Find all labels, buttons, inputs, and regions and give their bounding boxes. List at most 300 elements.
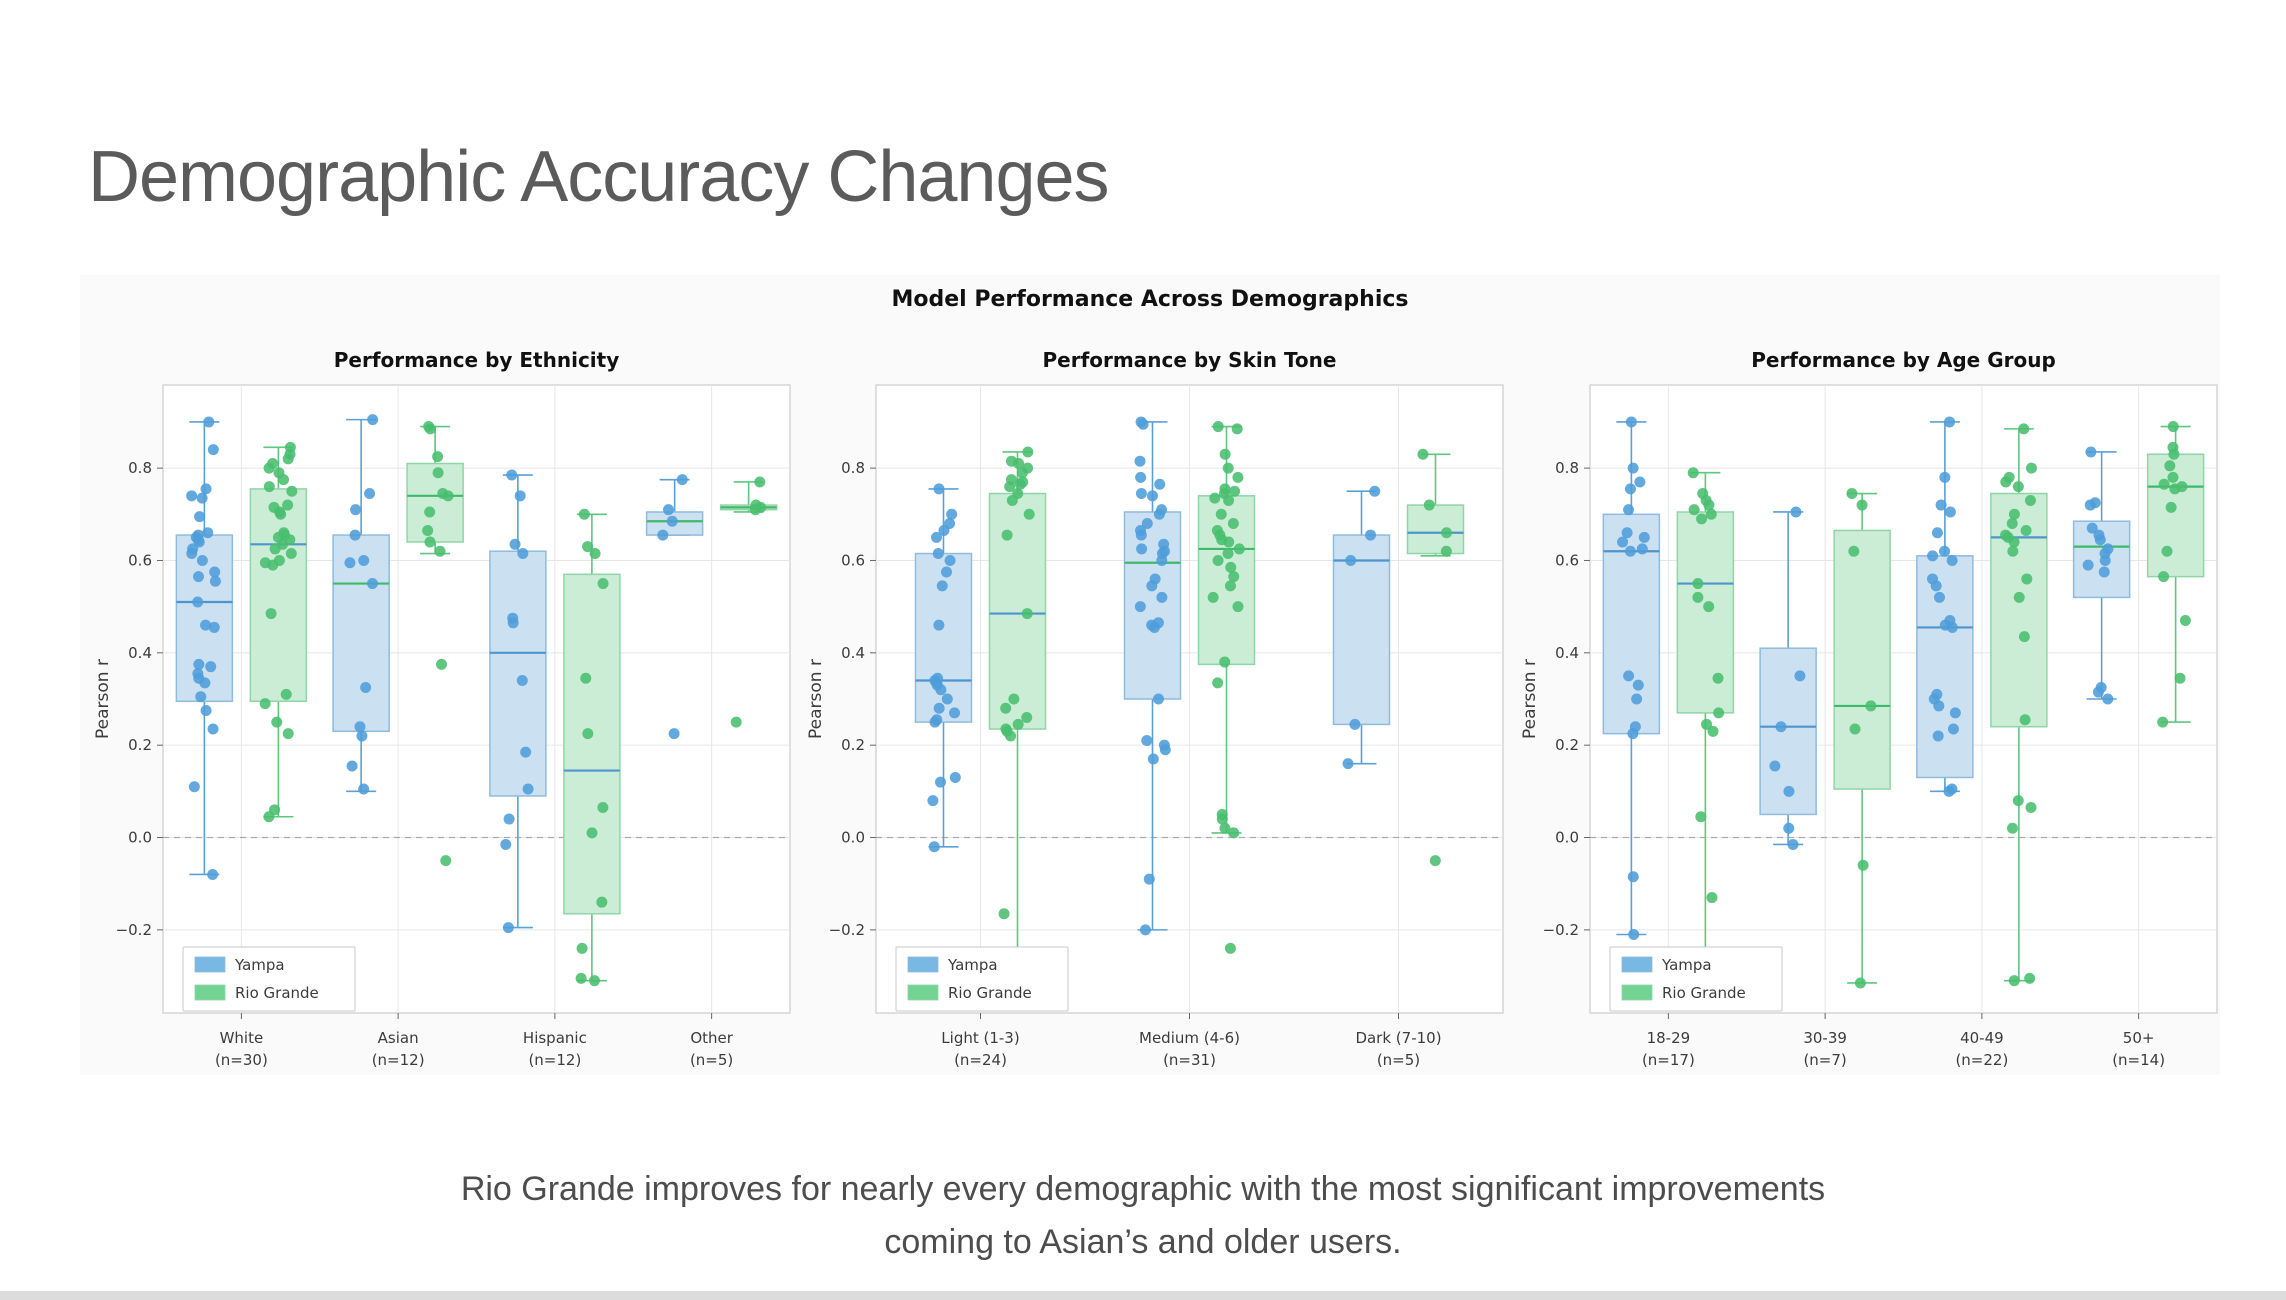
scatter-point bbox=[202, 527, 213, 538]
scatter-point bbox=[1217, 814, 1228, 825]
scatter-point bbox=[186, 490, 197, 501]
scatter-point bbox=[1441, 527, 1452, 538]
scatter-point bbox=[669, 728, 680, 739]
scatter-point bbox=[504, 814, 515, 825]
scatter-point bbox=[929, 841, 940, 852]
scatter-point bbox=[286, 548, 297, 559]
y-tick-label: 0.2 bbox=[841, 736, 865, 755]
scatter-point bbox=[1212, 677, 1223, 688]
scatter-point bbox=[2085, 446, 2096, 457]
scatter-point bbox=[1696, 513, 1707, 524]
scatter-point bbox=[197, 493, 208, 504]
scatter-point bbox=[260, 698, 271, 709]
x-tick-label: 18-29 bbox=[1646, 1029, 1691, 1047]
scatter-point bbox=[1213, 421, 1224, 432]
scatter-point bbox=[2025, 495, 2036, 506]
scatter-point bbox=[1692, 592, 1703, 603]
scatter-point bbox=[186, 548, 197, 559]
y-tick-label: 0.0 bbox=[841, 828, 865, 847]
y-tick-label: 0.0 bbox=[1555, 828, 1579, 847]
scatter-point bbox=[663, 504, 674, 515]
scatter-point bbox=[1021, 712, 1032, 723]
scatter-point bbox=[1634, 476, 1645, 487]
scatter-point bbox=[1138, 419, 1149, 430]
scatter-point bbox=[1160, 744, 1171, 755]
caption-line-2: coming to Asian’s and older users. bbox=[884, 1222, 1402, 1261]
boxplot-chart bbox=[80, 275, 2220, 1075]
scatter-point bbox=[278, 474, 289, 485]
scatter-point bbox=[1631, 694, 1642, 705]
y-tick-label: 0.6 bbox=[128, 551, 152, 570]
scatter-point bbox=[750, 504, 761, 515]
scatter-point bbox=[192, 597, 203, 608]
scatter-point bbox=[2014, 592, 2025, 603]
scatter-point bbox=[597, 802, 608, 813]
scatter-point bbox=[354, 721, 365, 732]
scatter-point bbox=[500, 839, 511, 850]
scatter-point bbox=[590, 548, 601, 559]
scatter-point bbox=[422, 525, 433, 536]
scatter-point bbox=[1008, 694, 1019, 705]
scatter-point bbox=[443, 490, 454, 501]
scatter-point bbox=[2158, 571, 2169, 582]
scatter-point bbox=[1633, 680, 1644, 691]
scatter-point bbox=[2093, 687, 2104, 698]
scatter-point bbox=[1706, 509, 1717, 520]
scatter-point bbox=[360, 682, 371, 693]
x-tick-sublabel: (n=22) bbox=[1955, 1051, 2009, 1069]
scatter-point bbox=[927, 795, 938, 806]
x-tick-label: White bbox=[219, 1029, 264, 1047]
scatter-point bbox=[937, 580, 948, 591]
scatter-point bbox=[2100, 555, 2111, 566]
scatter-point bbox=[347, 760, 358, 771]
legend-swatch-rio bbox=[195, 985, 225, 1000]
scatter-point bbox=[1022, 446, 1033, 457]
scatter-point bbox=[935, 777, 946, 788]
scatter-point bbox=[999, 908, 1010, 919]
scatter-point bbox=[1005, 730, 1016, 741]
scatter-point bbox=[436, 659, 447, 670]
scatter-point bbox=[1695, 811, 1706, 822]
scatter-point bbox=[1232, 423, 1243, 434]
scatter-point bbox=[933, 548, 944, 559]
scatter-point bbox=[503, 922, 514, 933]
scatter-point bbox=[1007, 495, 1018, 506]
x-tick-label: 30-39 bbox=[1803, 1029, 1847, 1047]
scatter-point bbox=[1790, 506, 1801, 517]
scatter-point bbox=[2000, 476, 2011, 487]
scatter-point bbox=[1628, 463, 1639, 474]
x-tick-label: Other bbox=[690, 1029, 733, 1047]
scatter-point bbox=[2026, 802, 2037, 813]
scatter-point bbox=[207, 869, 218, 880]
scatter-point bbox=[435, 546, 446, 557]
scatter-point bbox=[754, 476, 765, 487]
scatter-point bbox=[1706, 892, 1717, 903]
scatter-point bbox=[1769, 760, 1780, 771]
scatter-point bbox=[1627, 728, 1638, 739]
scatter-point bbox=[582, 728, 593, 739]
scatter-point bbox=[1225, 943, 1236, 954]
scatter-point bbox=[933, 620, 944, 631]
scatter-point bbox=[657, 530, 668, 541]
scatter-point bbox=[1857, 500, 1868, 511]
scatter-point bbox=[935, 684, 946, 695]
scatter-point bbox=[1775, 721, 1786, 732]
scatter-point bbox=[1147, 490, 1158, 501]
figure-panel bbox=[80, 275, 2220, 1075]
scatter-point bbox=[1948, 724, 1959, 735]
scatter-point bbox=[1135, 601, 1146, 612]
scatter-point bbox=[1002, 530, 1013, 541]
scatter-point bbox=[350, 530, 361, 541]
scatter-point bbox=[580, 673, 591, 684]
scatter-point bbox=[1939, 472, 1950, 483]
scatter-point bbox=[2168, 421, 2179, 432]
scatter-point bbox=[1154, 479, 1165, 490]
scatter-point bbox=[1013, 719, 1024, 730]
scatter-point bbox=[517, 675, 528, 686]
scatter-point bbox=[1858, 860, 1869, 871]
x-tick-label: Light (1-3) bbox=[941, 1029, 1020, 1047]
scatter-point bbox=[1850, 724, 1861, 735]
scatter-point bbox=[1846, 488, 1857, 499]
scatter-point bbox=[1639, 532, 1650, 543]
scatter-point bbox=[2013, 481, 2024, 492]
x-tick-sublabel: (n=5) bbox=[689, 1051, 734, 1069]
scatter-point bbox=[942, 694, 953, 705]
scatter-point bbox=[2168, 449, 2179, 460]
scatter-point bbox=[350, 504, 361, 515]
scatter-point bbox=[1216, 509, 1227, 520]
x-tick-label: Dark (7-10) bbox=[1355, 1029, 1442, 1047]
caption-line-1: Rio Grande improves for nearly every demographic with the most significant improvements bbox=[460, 1170, 1826, 1208]
scatter-point bbox=[1787, 839, 1798, 850]
x-tick-sublabel: (n=17) bbox=[1641, 1051, 1695, 1069]
scatter-point bbox=[1136, 543, 1147, 554]
scatter-point bbox=[344, 557, 355, 568]
scatter-point bbox=[1024, 509, 1035, 520]
scatter-point bbox=[2085, 500, 2096, 511]
scatter-point bbox=[193, 571, 204, 582]
scatter-point bbox=[1950, 707, 1961, 718]
scatter-point bbox=[1933, 730, 1944, 741]
scatter-point bbox=[1223, 548, 1234, 559]
scatter-point bbox=[1141, 735, 1152, 746]
subplot-title: Performance by Skin Tone bbox=[1042, 348, 1337, 372]
scatter-point bbox=[267, 560, 278, 571]
legend-label-yampa: Yampa bbox=[1662, 956, 1712, 974]
scatter-point bbox=[358, 555, 369, 566]
y-tick-label: 0.4 bbox=[841, 643, 865, 662]
scatter-point bbox=[577, 943, 588, 954]
scatter-point bbox=[199, 677, 210, 688]
x-tick-sublabel: (n=14) bbox=[2112, 1051, 2166, 1069]
scatter-point bbox=[2180, 615, 2191, 626]
x-tick-sublabel: (n=24) bbox=[954, 1051, 1007, 1069]
scatter-point bbox=[2161, 546, 2172, 557]
scatter-point bbox=[508, 617, 519, 628]
scatter-point bbox=[515, 490, 526, 501]
scatter-point bbox=[2167, 472, 2178, 483]
scatter-point bbox=[197, 555, 208, 566]
scatter-point bbox=[1135, 456, 1146, 467]
subplot-1 bbox=[806, 348, 1503, 1069]
scatter-point bbox=[1345, 555, 1356, 566]
scatter-point bbox=[1153, 694, 1164, 705]
y-tick-label: 0.8 bbox=[128, 459, 152, 478]
scatter-point bbox=[264, 481, 275, 492]
y-tick-label: 0.6 bbox=[841, 551, 865, 570]
scatter-point bbox=[2018, 423, 2029, 434]
scatter-point bbox=[1135, 472, 1146, 483]
scatter-point bbox=[2009, 509, 2020, 520]
scatter-point bbox=[1628, 929, 1639, 940]
scatter-point bbox=[1022, 608, 1033, 619]
scatter-point bbox=[667, 516, 678, 527]
scatter-point bbox=[283, 728, 294, 739]
scatter-point bbox=[2095, 534, 2106, 545]
x-tick-sublabel: (n=31) bbox=[1163, 1051, 1216, 1069]
legend-label-rio: Rio Grande bbox=[1662, 984, 1746, 1002]
x-tick-sublabel: (n=30) bbox=[214, 1051, 268, 1069]
scatter-point bbox=[2169, 483, 2180, 494]
scatter-point bbox=[1855, 977, 1866, 988]
scatter-point bbox=[2159, 479, 2170, 490]
scatter-point bbox=[364, 488, 375, 499]
scatter-point bbox=[2157, 717, 2168, 728]
scatter-point bbox=[194, 511, 205, 522]
scatter-point bbox=[587, 827, 598, 838]
scatter-point bbox=[1000, 703, 1011, 714]
scatter-point bbox=[367, 414, 378, 425]
chart-suptitle: Model Performance Across Demographics bbox=[891, 287, 1409, 312]
y-tick-label: 0.8 bbox=[1555, 459, 1579, 478]
scatter-point bbox=[1430, 855, 1441, 866]
scatter-point bbox=[2013, 795, 2024, 806]
scatter-point bbox=[1148, 754, 1159, 765]
legend-swatch-rio bbox=[1622, 985, 1652, 1000]
scatter-point bbox=[1945, 506, 1956, 517]
scatter-point bbox=[950, 772, 961, 783]
scatter-point bbox=[209, 622, 220, 633]
scatter-point bbox=[1713, 707, 1724, 718]
scatter-point bbox=[1944, 416, 1955, 427]
scatter-point bbox=[1017, 476, 1028, 487]
y-tick-label: 0.0 bbox=[128, 828, 152, 847]
scatter-point bbox=[2021, 525, 2032, 536]
legend-swatch-rio bbox=[908, 985, 938, 1000]
scatter-point bbox=[589, 975, 600, 986]
legend bbox=[1610, 947, 1782, 1011]
scatter-point bbox=[275, 509, 286, 520]
scatter-point bbox=[1229, 486, 1240, 497]
scatter-point bbox=[1234, 543, 1245, 554]
legend-label-yampa: Yampa bbox=[235, 956, 285, 974]
scatter-point bbox=[205, 661, 216, 672]
scatter-point bbox=[1927, 550, 1938, 561]
scatter-point bbox=[1228, 827, 1239, 838]
scatter-point bbox=[2019, 631, 2030, 642]
scatter-point bbox=[1939, 546, 1950, 557]
y-tick-label: 0.6 bbox=[1555, 551, 1579, 570]
y-axis-label: Pearson r bbox=[93, 659, 113, 739]
scatter-point bbox=[201, 705, 212, 716]
y-tick-label: −0.2 bbox=[828, 920, 865, 939]
scatter-point bbox=[1933, 700, 1944, 711]
scatter-point bbox=[1931, 580, 1942, 591]
subplot-2 bbox=[1520, 348, 2217, 1069]
legend-swatch-yampa bbox=[908, 957, 938, 972]
scatter-point bbox=[358, 784, 369, 795]
scatter-point bbox=[1713, 673, 1724, 684]
scatter-point bbox=[506, 470, 517, 481]
y-tick-label: 0.8 bbox=[841, 459, 865, 478]
scatter-point bbox=[1228, 518, 1239, 529]
horizontal-scrollbar-track[interactable] bbox=[0, 1291, 2286, 1300]
scatter-point bbox=[1154, 509, 1165, 520]
scatter-point bbox=[2009, 537, 2020, 548]
scatter-point bbox=[941, 567, 952, 578]
scatter-point bbox=[1688, 467, 1699, 478]
legend-swatch-yampa bbox=[1622, 957, 1652, 972]
scatter-point bbox=[576, 973, 587, 984]
y-tick-label: 0.4 bbox=[1555, 643, 1579, 662]
legend-label-rio: Rio Grande bbox=[235, 984, 319, 1002]
scatter-point bbox=[1703, 601, 1714, 612]
scatter-point bbox=[2007, 823, 2018, 834]
scatter-point bbox=[579, 509, 590, 520]
scatter-point bbox=[1848, 546, 1859, 557]
scatter-point bbox=[266, 608, 277, 619]
scatter-point bbox=[929, 717, 940, 728]
scatter-point bbox=[433, 467, 444, 478]
y-axis-label: Pearson r bbox=[1520, 659, 1540, 739]
page-title: Demographic Accuracy Changes bbox=[88, 137, 1109, 218]
scatter-point bbox=[1209, 493, 1220, 504]
scatter-point bbox=[2083, 560, 2094, 571]
scatter-point bbox=[1934, 592, 1945, 603]
scatter-point bbox=[517, 548, 528, 559]
subplot-title: Performance by Age Group bbox=[1751, 348, 2056, 372]
scatter-point bbox=[2024, 973, 2035, 984]
scatter-point bbox=[1144, 874, 1155, 885]
scatter-point bbox=[1156, 555, 1167, 566]
scatter-point bbox=[1369, 486, 1380, 497]
scatter-point bbox=[523, 784, 534, 795]
scatter-point bbox=[945, 555, 956, 566]
x-tick-sublabel: (n=7) bbox=[1803, 1051, 1847, 1069]
y-tick-label: 0.2 bbox=[128, 736, 152, 755]
scatter-point bbox=[1223, 495, 1234, 506]
scatter-point bbox=[1623, 504, 1634, 515]
scatter-point bbox=[1223, 463, 1234, 474]
scatter-point bbox=[1223, 537, 1234, 548]
scatter-point bbox=[286, 486, 297, 497]
scatter-point bbox=[271, 717, 282, 728]
scatter-point bbox=[1136, 488, 1147, 499]
scatter-point bbox=[1220, 449, 1231, 460]
scatter-point bbox=[281, 689, 292, 700]
x-tick-label: Hispanic bbox=[522, 1029, 587, 1047]
scatter-point bbox=[1149, 622, 1160, 633]
scatter-point bbox=[283, 453, 294, 464]
scatter-point bbox=[424, 537, 435, 548]
scatter-point bbox=[270, 543, 281, 554]
scatter-point bbox=[731, 717, 742, 728]
scatter-point bbox=[367, 578, 378, 589]
scatter-point bbox=[1947, 622, 1958, 633]
scatter-point bbox=[1232, 472, 1243, 483]
x-tick-sublabel: (n=12) bbox=[528, 1051, 582, 1069]
scatter-point bbox=[2020, 714, 2031, 725]
scatter-point bbox=[2021, 573, 2032, 584]
scatter-point bbox=[1628, 871, 1639, 882]
scatter-point bbox=[424, 506, 435, 517]
scatter-point bbox=[2007, 518, 2018, 529]
scatter-point bbox=[1136, 530, 1147, 541]
scatter-point bbox=[1703, 500, 1714, 511]
scatter-point bbox=[356, 730, 367, 741]
scatter-point bbox=[1944, 786, 1955, 797]
scatter-point bbox=[2007, 546, 2018, 557]
scatter-point bbox=[1146, 580, 1157, 591]
scatter-point bbox=[440, 855, 451, 866]
scatter-point bbox=[1947, 555, 1958, 566]
scatter-point bbox=[2164, 460, 2175, 471]
scatter-point bbox=[1936, 500, 1947, 511]
scatter-point bbox=[1365, 530, 1376, 541]
scatter-point bbox=[2026, 463, 2037, 474]
scatter-point bbox=[1208, 592, 1219, 603]
scatter-point bbox=[1783, 786, 1794, 797]
scatter-point bbox=[432, 451, 443, 462]
scatter-point bbox=[208, 724, 219, 735]
scatter-point bbox=[203, 416, 214, 427]
scatter-point bbox=[1865, 700, 1876, 711]
subplot-0 bbox=[93, 348, 790, 1069]
scatter-point bbox=[946, 509, 957, 520]
scatter-point bbox=[1343, 758, 1354, 769]
scatter-point bbox=[1232, 601, 1243, 612]
y-axis-label: Pearson r bbox=[806, 659, 826, 739]
legend bbox=[183, 947, 355, 1011]
scatter-point bbox=[949, 707, 960, 718]
y-tick-label: −0.2 bbox=[1542, 920, 1579, 939]
subplot-title: Performance by Ethnicity bbox=[333, 348, 620, 372]
scatter-point bbox=[2102, 694, 2113, 705]
scatter-point bbox=[677, 474, 688, 485]
scatter-point bbox=[264, 463, 275, 474]
scatter-point bbox=[1424, 500, 1435, 511]
scatter-point bbox=[2099, 567, 2110, 578]
x-tick-label: Medium (4-6) bbox=[1139, 1029, 1240, 1047]
scatter-point bbox=[1349, 719, 1360, 730]
scatter-point bbox=[1623, 670, 1634, 681]
scatter-point bbox=[1219, 657, 1230, 668]
y-tick-label: 0.2 bbox=[1555, 736, 1579, 755]
scatter-point bbox=[1225, 580, 1236, 591]
scatter-point bbox=[1213, 555, 1224, 566]
scatter-point bbox=[2175, 673, 2186, 684]
scatter-point bbox=[189, 781, 200, 792]
x-tick-sublabel: (n=5) bbox=[1376, 1051, 1421, 1069]
scatter-point bbox=[195, 691, 206, 702]
scatter-point bbox=[1689, 504, 1700, 515]
legend-label-yampa: Yampa bbox=[948, 956, 998, 974]
scatter-point bbox=[208, 444, 219, 455]
